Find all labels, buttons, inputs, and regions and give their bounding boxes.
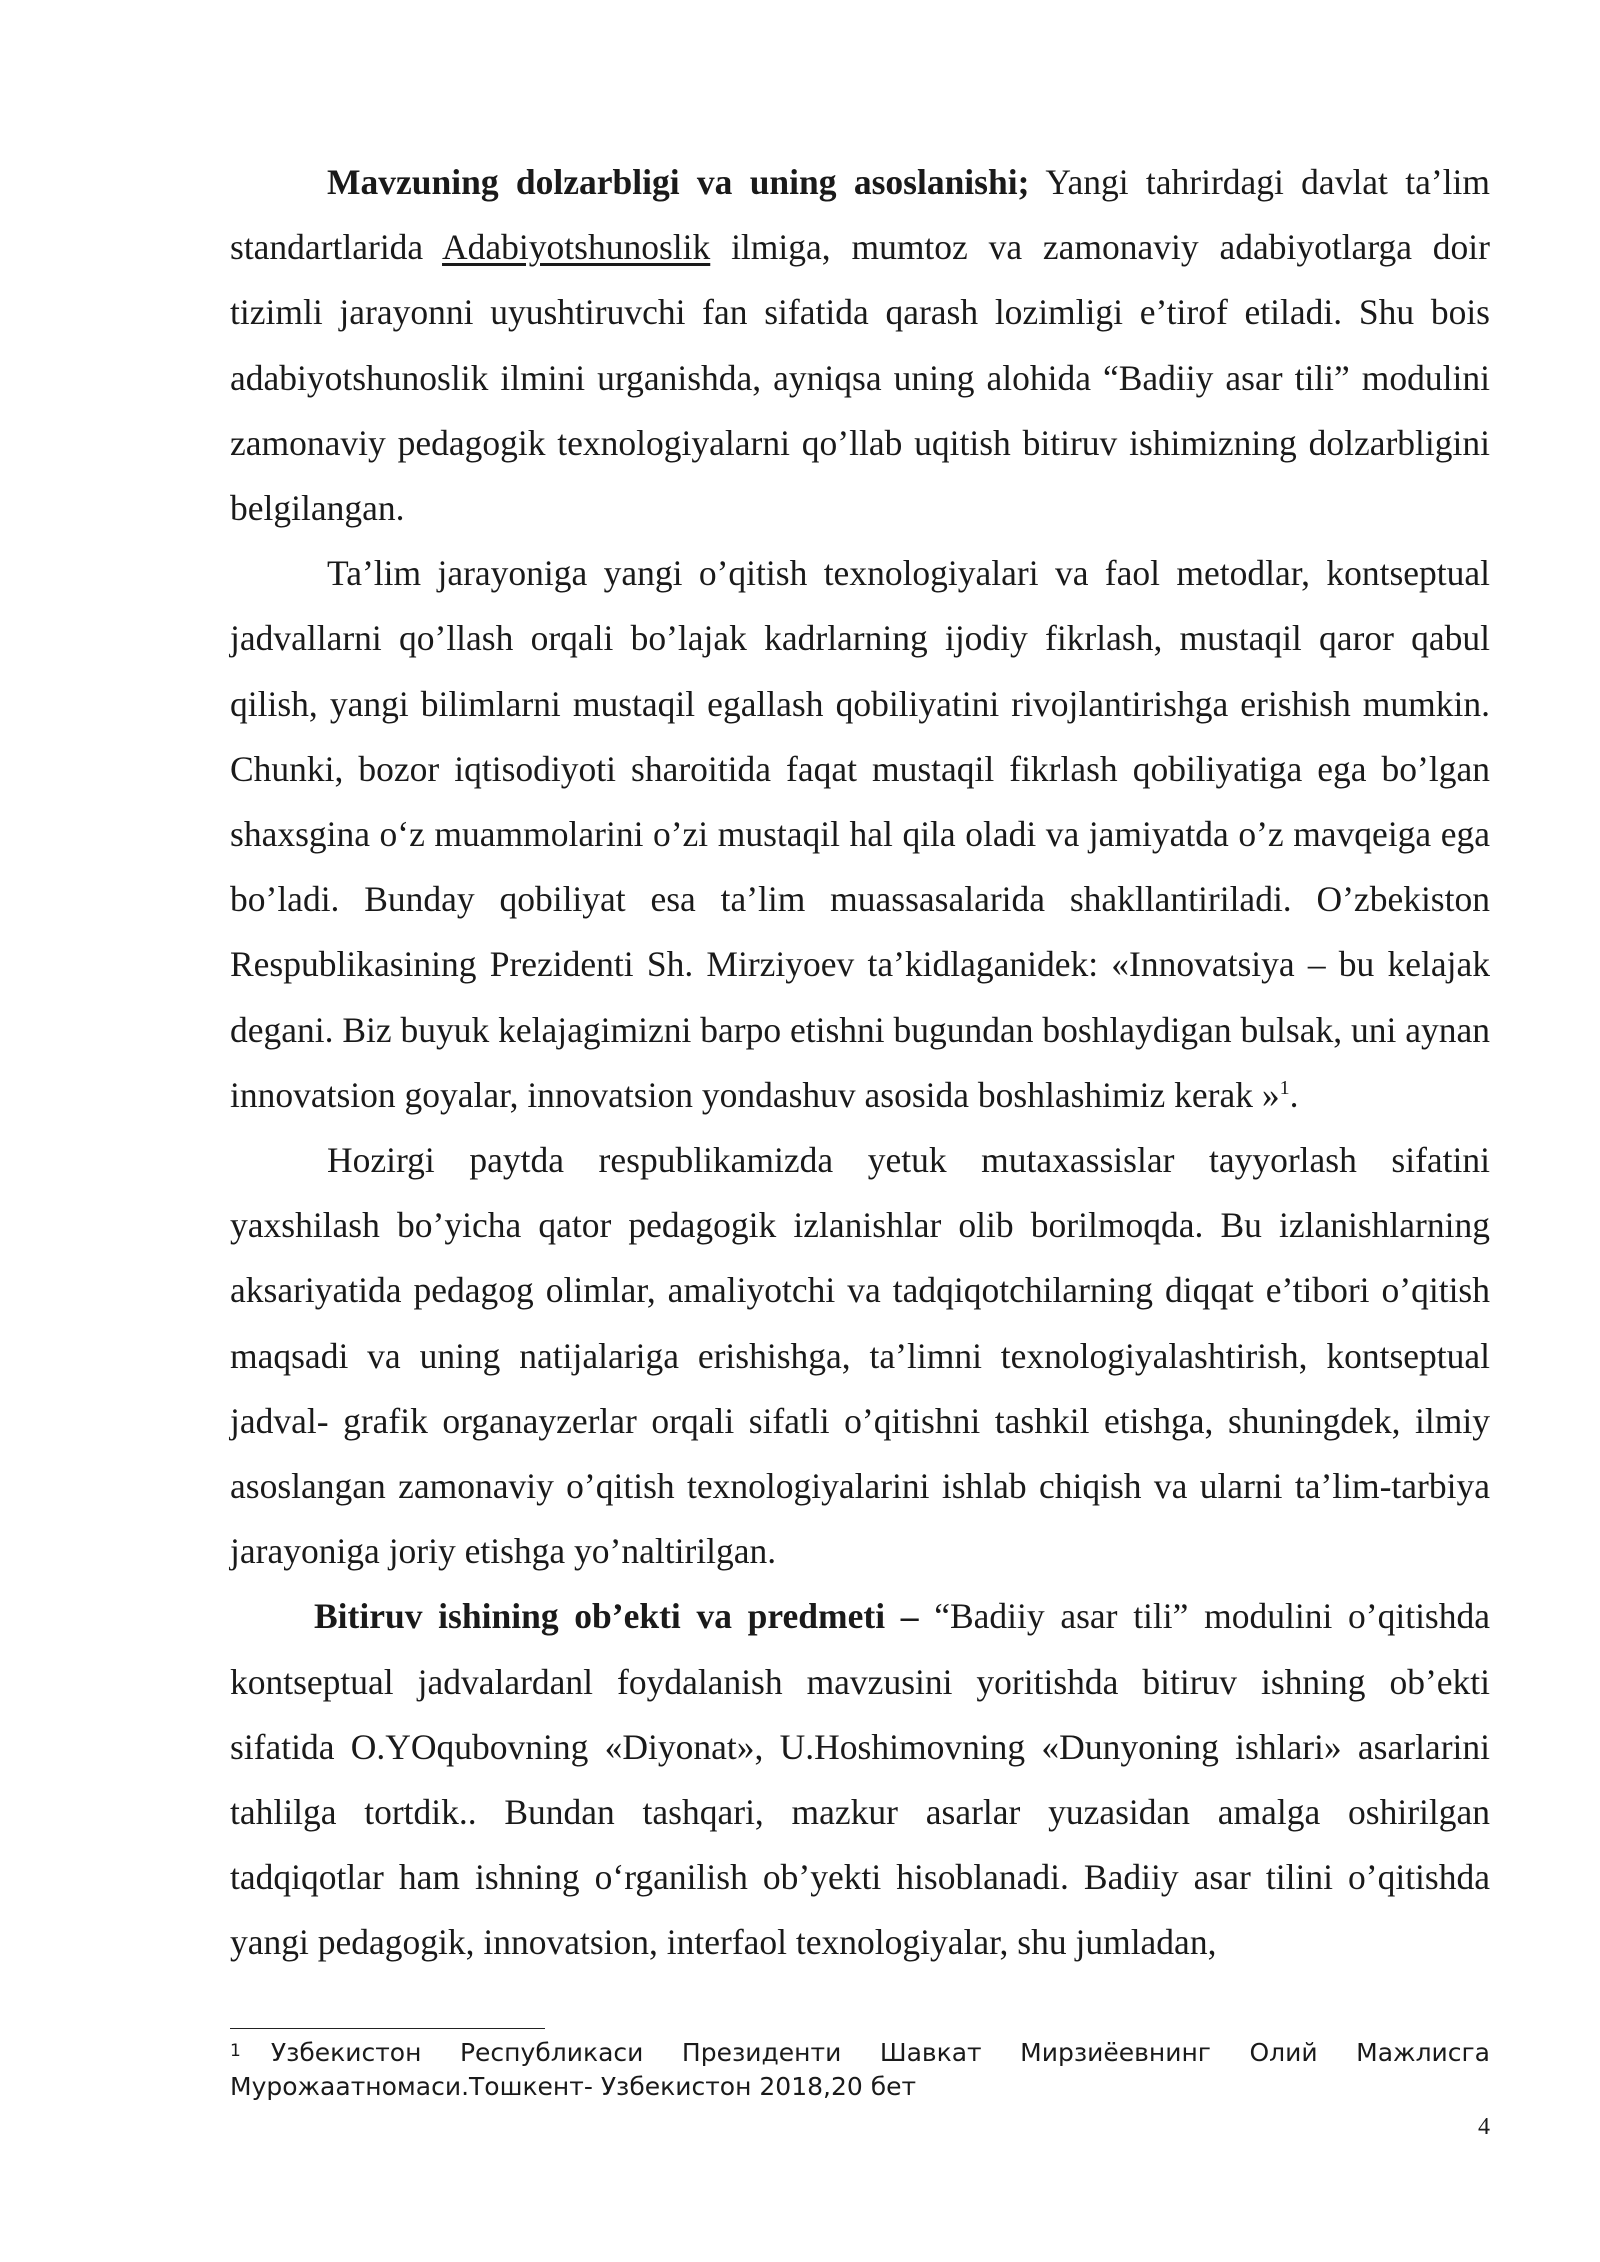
relevance-heading: Mavzuning dolzarbligi va uning asoslanishi; — [327, 162, 1030, 202]
adabiyotshunoslik-link[interactable]: Adabiyotshunoslik — [442, 227, 711, 268]
education-process-text: Ta’lim jarayoniga yangi o’qitish texnologiyalari va faol metodlar, kontseptual jadvallarni qo’llash orqali bo’lajak kadrlarning ijodiy fikrlash, mustaqil qaror qabul qilish, yangi bilimlarni mustaqil egallash qobiliyatini rivojlantirishga erishish mumkin. Chunki, bozor iqtisodiyoti sharoitida faqat mustaqil fikrlash qobiliyatiga ega bo’lgan shaxsgina o‘z muammolarini o’zi mustaqil hal qila oladi va jamiyatda o’z mavqeiga ega bo’ladi. Bunday qobiliyat esa ta’lim muassasalarida shakllantiriladi. O’zbekiston Respublikasining Prezidenti Sh. Mirziyoev ta’kidlaganidek: «Innovatsiya – bu kelajak degani. Biz buyuk kelajagimizni barpo etishni bugundan boshlaydigan bulsak, uni aynan innovatsion goyalar, innovatsion yondashuv asosida boshlashimiz kerak » — [230, 553, 1490, 1115]
paragraph-current-research — [230, 1128, 1490, 1584]
footnote — [230, 2036, 1490, 2104]
relevance-text-end: ilmiga, mumtoz va zamonaviy adabiyotlarga doir tizimli jarayonni uyushtiruvchi fan sifatida qarash lozimligi e’tirof etiladi. Shu bois adabiyotshunoslik ilmini urganishda, ayniqsa uning alohida “Badiiy asar tili” modulini zamonaviy pedagogik texnologiyalarni qo’llab uqitish bitiruv ishimizning dolzarbligini belgilangan. — [230, 227, 1490, 529]
object-subject-heading: Bitiruv ishining ob’ekti va predmeti – — [314, 1596, 919, 1637]
footnote-separator — [230, 2028, 545, 2029]
footnote-reference[interactable]: 1 — [1279, 1077, 1290, 1100]
current-research-text: Hozirgi paytda respublikamizda yetuk mutaxassislar tayyorlash sifatini yaxshilash bo’yicha qator pedagogik izlanishlar olib borilmoqda. Bu izlanishlarning aksariyatida pedagog olimlar, amaliyotchi va tadqiqotchilarning diqqat e’tibori o’qitish maqsadi va uning natijalariga erishishga, ta’limni texnologiyalashtirish, kontseptual jadval- grafik organayzerlar orqali sifatli o’qitishni tashkil etishga, shuningdek, ilmiy asoslangan zamonaviy o’qitish texnologiyalarini ishlab chiqish va ularni ta’lim-tarbiya jarayoniga joriy etishga yo’naltirilgan. — [230, 1140, 1490, 1572]
page-number: 4 — [1478, 2114, 1490, 2140]
paragraph-education-process — [230, 541, 1490, 1128]
paragraph-relevance — [230, 150, 1490, 541]
paragraph-object-subject — [230, 1584, 1490, 1975]
relevance-text-start: Yangi tahrirdagi davlat ta’lim standartlarida — [230, 162, 1490, 268]
footnote-text: Узбекистон Республикаси Президенти Шавкат Мирзиёевнинг Олий Мажлисга Мурожаатномаси.Тошкент- Узбекистон 2018,20 бет — [230, 2038, 1490, 2101]
object-subject-text: “Badiiy asar tili” modulini o’qitishda kontseptual jadvalardanl foydalanish mavzusini yoritishda bitiruv ishning ob’ekti sifatida O.YOqubovning «Diyonat», U.Hoshimovning «Dunyoning ishlari» asarlarini tahlilga tortdik.. Bundan tashqari, mazkur asarlar yuzasidan amalga oshirilgan tadqiqotlar ham ishning o‘rganilish ob’yekti hisoblanadi. Badiiy asar tilini o’qitishda yangi pedagogik, innovatsion, interfaol texnologiyalar, shu jumladan, — [230, 1596, 1491, 1963]
body-text — [230, 150, 1490, 1976]
footnote-mark: 1 — [230, 2041, 241, 2061]
education-process-end: . — [1289, 1074, 1299, 1115]
